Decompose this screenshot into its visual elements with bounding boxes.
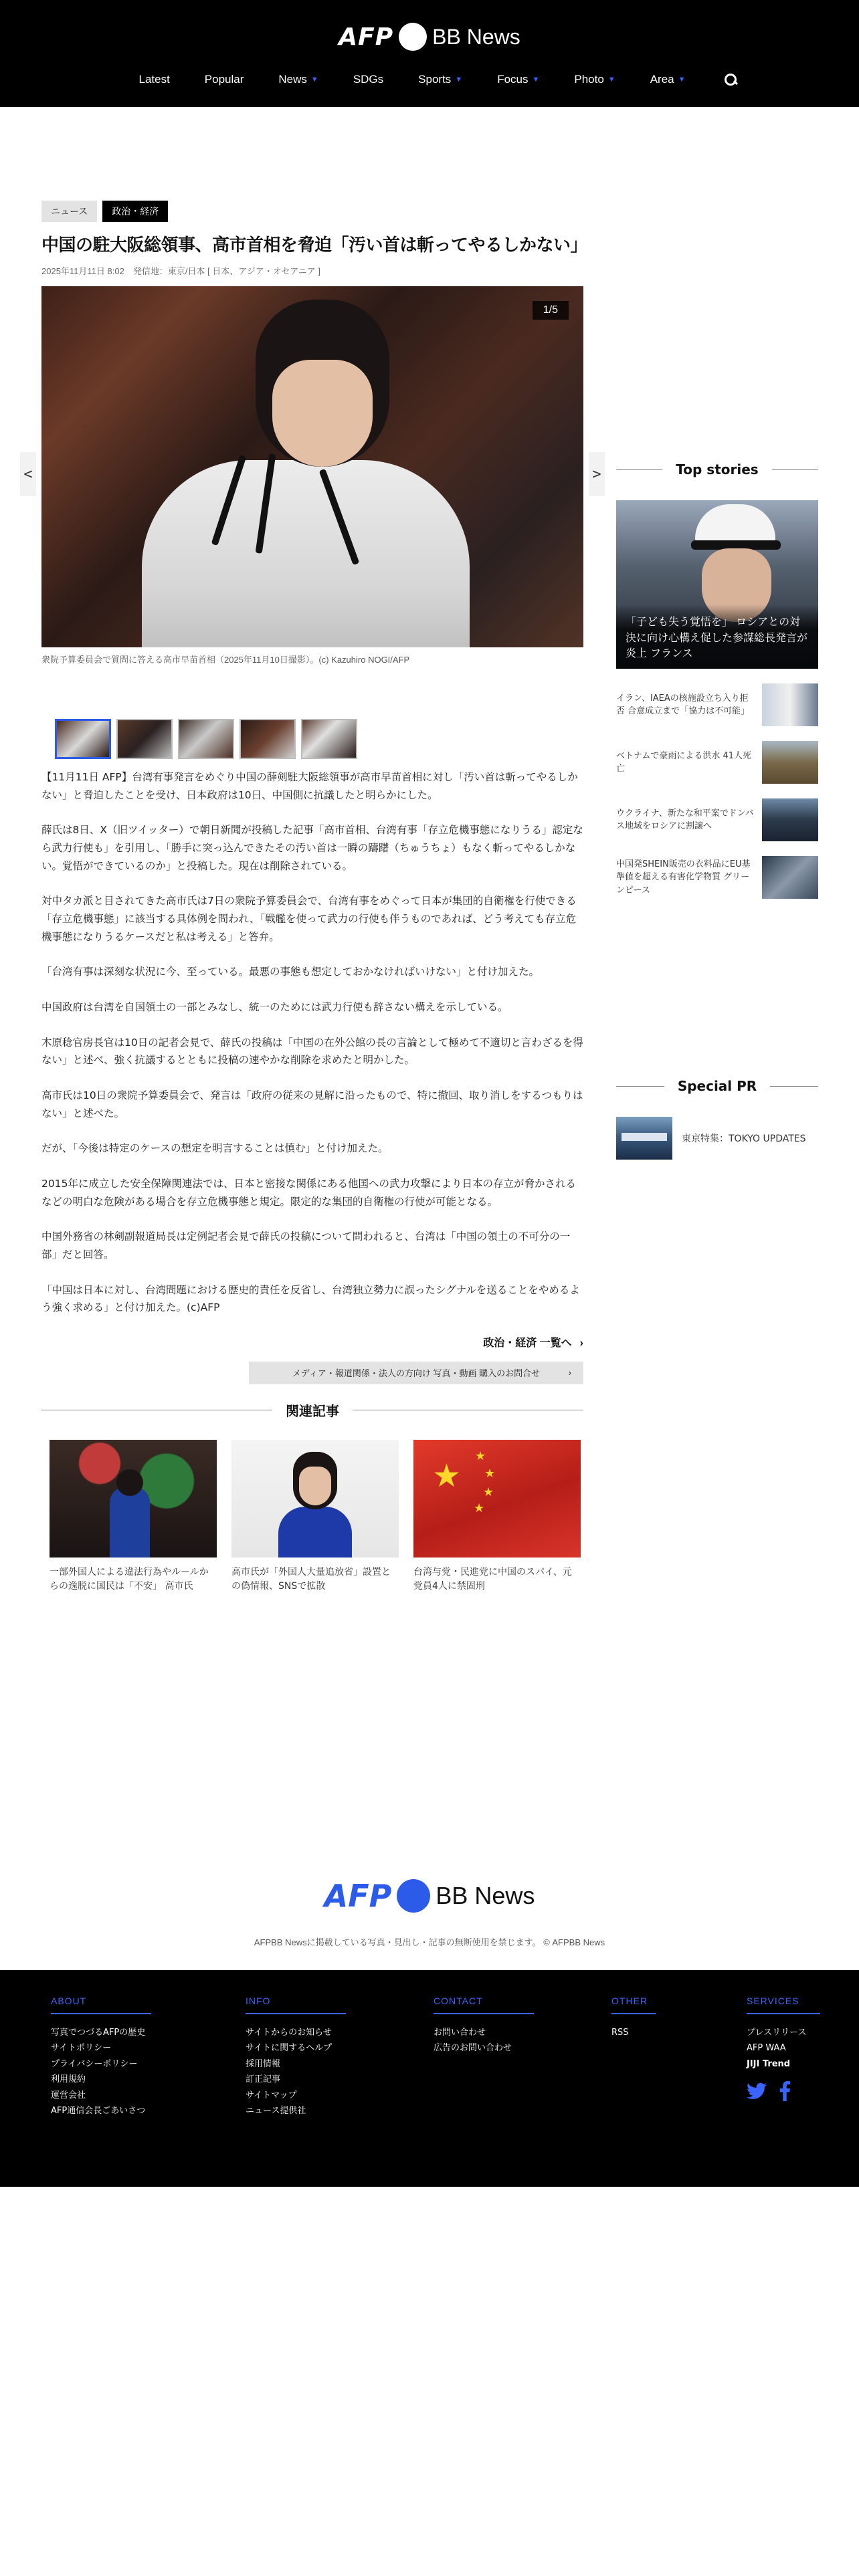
footer-link[interactable]: サイトポリシー <box>51 2043 112 2054</box>
footer-logo-afp: AFP <box>324 1878 392 1914</box>
flag-star-icon: ★ <box>475 1448 486 1463</box>
feature-title: 「子ども失う覚悟を」 ロシアとの対決に向け心構え促した参謀総長発言が炎上 フランス <box>626 615 808 659</box>
divider <box>772 469 818 470</box>
photo-cap <box>695 504 775 544</box>
footer-column-other <box>611 1996 656 2040</box>
top-story-thumbnail <box>762 856 818 899</box>
feature-overlay <box>616 605 818 669</box>
chevron-right-icon: › <box>568 1368 571 1378</box>
photo-slider <box>23 286 601 647</box>
top-story-thumbnail <box>762 741 818 784</box>
pr-title: 東京特集：TOKYO UPDATES <box>682 1134 806 1144</box>
flag-star-icon: ★ <box>483 1485 494 1499</box>
chevron-down-icon: ▼ <box>455 76 463 84</box>
thumbnail[interactable] <box>55 719 111 759</box>
top-story-item[interactable] <box>616 741 818 784</box>
related-heading-label: 関連記事 <box>286 1402 339 1419</box>
paragraph: 「中国は日本に対し、台湾問題における歴史的責任を反省し、台湾独立勢力に誤ったシグナルを送ることをやめるよう強く求める」と付け加えた。(c)AFP <box>41 1283 580 1314</box>
paragraph: 2015年に成立した安全保障関連法では、日本と密接な関係にある他国への武力攻撃により日本の存立が脅かされるなどの明白な危険がある場合を存立危機事態と規定。限定的な集団的自衛権の行使が可能となる。 <box>41 1177 576 1208</box>
related-heading <box>41 1400 583 1420</box>
footer-link[interactable]: プライバシーポリシー <box>51 2058 138 2069</box>
footer-logo[interactable] <box>0 1878 859 1914</box>
nav-item-latest[interactable] <box>121 72 187 87</box>
flag-star-icon: ★ <box>474 1501 485 1515</box>
paragraph: 対中タカ派と目されてきた高市氏は7日の衆院予算委員会で、台湾有事をめぐって日本が集団的自衛権を行使できる「存立危機事態」に該当する具体例を問われ、「戦艦を使って武力の行使も伴うものであれば、どう考えても存立危機事態になりうるケースだと私は考える」と答弁。 <box>41 895 577 943</box>
badge-politics-economy[interactable]: 政治・経済 <box>102 201 168 222</box>
flag-star-icon: ★ <box>432 1457 462 1495</box>
chevron-down-icon: ▼ <box>607 76 615 84</box>
footer-column-about <box>51 1996 151 2119</box>
nav-item-focus[interactable] <box>480 72 557 87</box>
nav-label: Photo <box>574 73 604 86</box>
divider <box>770 1086 818 1087</box>
paragraph: 「台湾有事は深刻な状況に今、至っている。最悪の事態も想定しておかなければいけない」と付け加えた。 <box>41 966 540 978</box>
footer-logo-bb-news: BB News <box>436 1882 535 1909</box>
chevron-down-icon: ▼ <box>310 76 318 84</box>
photo-figure-body <box>142 460 470 647</box>
divider <box>616 469 662 470</box>
promo-label: メディア・報道関係・法人の方向け 写真・動画 購入のお問合せ <box>292 1368 541 1379</box>
purchase-inquiry-button[interactable] <box>249 1362 583 1384</box>
sidebar <box>616 461 818 1160</box>
footer-link[interactable]: RSS <box>611 2028 629 2038</box>
footer-link[interactable]: 採用情報 <box>246 2058 281 2069</box>
category-list-link[interactable] <box>41 1334 583 1350</box>
nav-label: Area <box>650 73 674 86</box>
footer-link[interactable]: プレスリリース <box>747 2028 807 2038</box>
logo-dot-icon <box>397 1879 430 1913</box>
nav-label: Popular <box>204 73 244 86</box>
nav-item-popular[interactable] <box>187 72 262 87</box>
top-story-title: 中国発SHEIN販売の衣料品にEU基準値を超える有害化学物質 グリーンピース <box>616 859 751 895</box>
category-badges <box>41 201 583 222</box>
pr-thumbnail <box>616 1117 672 1160</box>
logo-afp: AFP <box>339 23 394 51</box>
article <box>23 201 601 1594</box>
nav-label: Sports <box>418 73 452 86</box>
prev-photo-button[interactable]: < <box>20 452 36 496</box>
top-story-item[interactable] <box>616 856 818 899</box>
main-photo[interactable] <box>41 286 583 647</box>
paragraph: 中国外務省の林剣副報道局長は定例記者会見で薛氏の投稿について問われると、台湾は「中国の領土の不可分の一部」だと回答。 <box>41 1230 571 1261</box>
footer-column-heading: OTHER <box>611 1996 656 2014</box>
nav-item-photo[interactable] <box>557 72 632 87</box>
footer-link[interactable]: AFP WAA <box>747 2043 786 2054</box>
nav-label: Focus <box>497 73 529 86</box>
nav-label: News <box>278 73 307 86</box>
top-story-title: ベトナムで豪雨による洪水 41人死亡 <box>616 750 752 774</box>
footer-link[interactable]: ニュース提供社 <box>246 2105 306 2116</box>
top-stories-label: Top stories <box>676 461 759 477</box>
related-card[interactable] <box>231 1440 399 1594</box>
special-pr-label: Special PR <box>677 1078 757 1094</box>
article-meta: 2025年11月11日 8:02 発信地：東京/日本 [ 日本、アジア・オセアニア ] <box>41 266 320 277</box>
footer-link[interactable]: 運営会社 <box>51 2090 86 2101</box>
badge-news[interactable]: ニュース <box>41 201 97 222</box>
footer-link[interactable]: 写真でつづるAFPの歴史 <box>51 2028 146 2038</box>
special-pr-item[interactable] <box>616 1117 818 1160</box>
footer-column-heading: INFO <box>246 1996 346 2014</box>
logo-bb-news: BB News <box>432 24 520 49</box>
related-title: 台湾与党・民進党に中国のスパイ、元党員4人に禁固刑 <box>413 1566 572 1592</box>
twitter-icon[interactable] <box>747 2082 767 2100</box>
related-articles <box>41 1400 583 1594</box>
copyright: AFPBB Newsに掲載している写真・見出し・記事の無断使用を禁じます。 © AFPBB News <box>254 1937 605 1947</box>
footer-link[interactable]: 広告のお問い合わせ <box>434 2043 512 2054</box>
facebook-icon[interactable] <box>779 2081 791 2101</box>
footer-column-heading: SERVICES <box>747 1996 820 2014</box>
top-story-thumbnail <box>762 798 818 841</box>
footer-link[interactable]: サイトマップ <box>246 2090 297 2101</box>
footer-column-contact <box>434 1996 534 2056</box>
nav-item-sdgs[interactable] <box>336 72 401 87</box>
top-story-title: イラン、IAEAの核施設立ち入り拒否 合意成立まで「協力は不可能」 <box>616 693 750 716</box>
footer-column-services <box>747 1996 820 2101</box>
nav-label: SDGs <box>353 73 384 86</box>
paragraph: 【11月11日 AFP】台湾有事発言をめぐり中国の薛剣駐大阪総領事が高市早苗首相に対し「汚い首は斬ってやるしかない」と脅迫したことを受け、日本政府は10日、中国側に抗議したと明らかにした。 <box>41 771 578 801</box>
footer-link[interactable]: サイトからのお知らせ <box>246 2028 332 2038</box>
footer-link[interactable]: お問い合わせ <box>434 2028 486 2038</box>
top-story-item[interactable] <box>616 798 818 841</box>
related-card[interactable] <box>413 1440 581 1594</box>
related-title: 一部外国人による違法行為やルールからの逸脱に国民は「不安」 高市氏 <box>50 1566 209 1592</box>
footer-link[interactable]: サイトに関するヘルプ <box>246 2043 332 2054</box>
chevron-down-icon: ▼ <box>532 76 540 84</box>
footer-column-heading: CONTACT <box>434 1996 534 2014</box>
site-footer <box>0 1970 859 2187</box>
footer-link[interactable]: AFP通信会長ごあいさつ <box>51 2105 146 2116</box>
more-link-label: 政治・経済 一覧へ <box>483 1337 572 1349</box>
paragraph: 薛氏は8日、X（旧ツイッター）で朝日新聞が投稿した記事「高市首相、台湾有事「存立危機事態になりうる」認定なら武力行使も」を引用し、「勝手に突っ込んできたその汚い首は一瞬の躊躇（ちゅうちょ）もなく斬ってやるしかない。覚悟ができているのか」と投稿した。現在は削除されている。 <box>41 824 583 872</box>
related-title: 高市氏が「外国人大量追放省」設置との偽情報、SNSで拡散 <box>231 1566 391 1592</box>
nav-item-news[interactable] <box>261 72 335 87</box>
chevron-down-icon: ▼ <box>678 76 686 84</box>
flag-star-icon: ★ <box>484 1466 496 1481</box>
photo-figure-face <box>272 360 373 467</box>
related-grid <box>41 1440 583 1594</box>
footer-link[interactable]: JIJI Trend <box>747 2058 791 2069</box>
footer-column-heading: ABOUT <box>51 1996 151 2014</box>
top-stories-heading <box>616 461 818 477</box>
nav-item-sports[interactable] <box>401 72 480 87</box>
special-pr-heading <box>616 1078 818 1094</box>
related-image <box>50 1440 217 1558</box>
article-body <box>41 768 583 1317</box>
paragraph: 高市氏は10日の衆院予算委員会で、発言は「政府の従来の見解に沿ったもので、特に撤回、取り消しをするつもりはない」と述べた。 <box>41 1089 583 1119</box>
chevron-right-icon: › <box>579 1337 583 1349</box>
photo-caption: 衆院予算委員会で質問に答える高市早苗首相（2025年11月10日撮影）。(c) Kazuhiro NOGI/AFP <box>41 655 410 665</box>
paragraph: 木原稔官房長官は10日の記者会見で、薛氏の投稿は「中国の在外公館の長の言論として極めて不適切と言わざるを得ない」と述べ、強く抗議するとともに投稿の速やかな削除を求めたと明かした。 <box>41 1036 583 1067</box>
thumbnail[interactable] <box>240 719 296 759</box>
top-story-title: ウクライナ、新たな和平案でドンバス地域をロシアに割譲へ <box>616 808 754 831</box>
article-title: 中国の駐大阪総領事、高市首相を脅迫「汚い首は斬ってやるしかない」 <box>41 235 588 255</box>
main-nav <box>0 72 859 87</box>
paragraph: 中国政府は台湾を自国領土の一部とみなし、統一のためには武力行使も辞さない構えを示している。 <box>41 1001 508 1013</box>
next-photo-button[interactable]: > <box>589 452 605 496</box>
top-story-thumbnail <box>762 683 818 726</box>
related-card[interactable] <box>50 1440 217 1594</box>
site-logo[interactable] <box>0 23 859 51</box>
divider <box>616 1086 664 1087</box>
site-header <box>0 0 859 107</box>
top-story-item[interactable] <box>616 683 818 726</box>
related-image <box>231 1440 399 1558</box>
related-image <box>413 1440 581 1558</box>
thumbnail[interactable] <box>301 719 357 759</box>
thumbnail[interactable] <box>178 719 234 759</box>
photo-thumbnails <box>55 719 583 759</box>
thumbnail[interactable] <box>116 719 173 759</box>
social-links <box>747 2081 820 2101</box>
special-pr-section <box>616 1078 818 1160</box>
logo-dot-icon <box>399 23 427 51</box>
footer-link[interactable]: 利用規約 <box>51 2074 86 2085</box>
nav-label: Latest <box>138 73 170 86</box>
search-icon[interactable] <box>723 72 738 87</box>
top-story-feature[interactable] <box>616 500 818 669</box>
nav-item-area[interactable] <box>633 72 703 87</box>
paragraph: だが、「今後は特定のケースの想定を明言することは慎む」と付け加えた。 <box>41 1142 389 1155</box>
photo-counter: 1/5 <box>533 301 569 320</box>
footer-link[interactable]: 訂正記事 <box>246 2074 281 2085</box>
footer-column-info <box>246 1996 346 2119</box>
